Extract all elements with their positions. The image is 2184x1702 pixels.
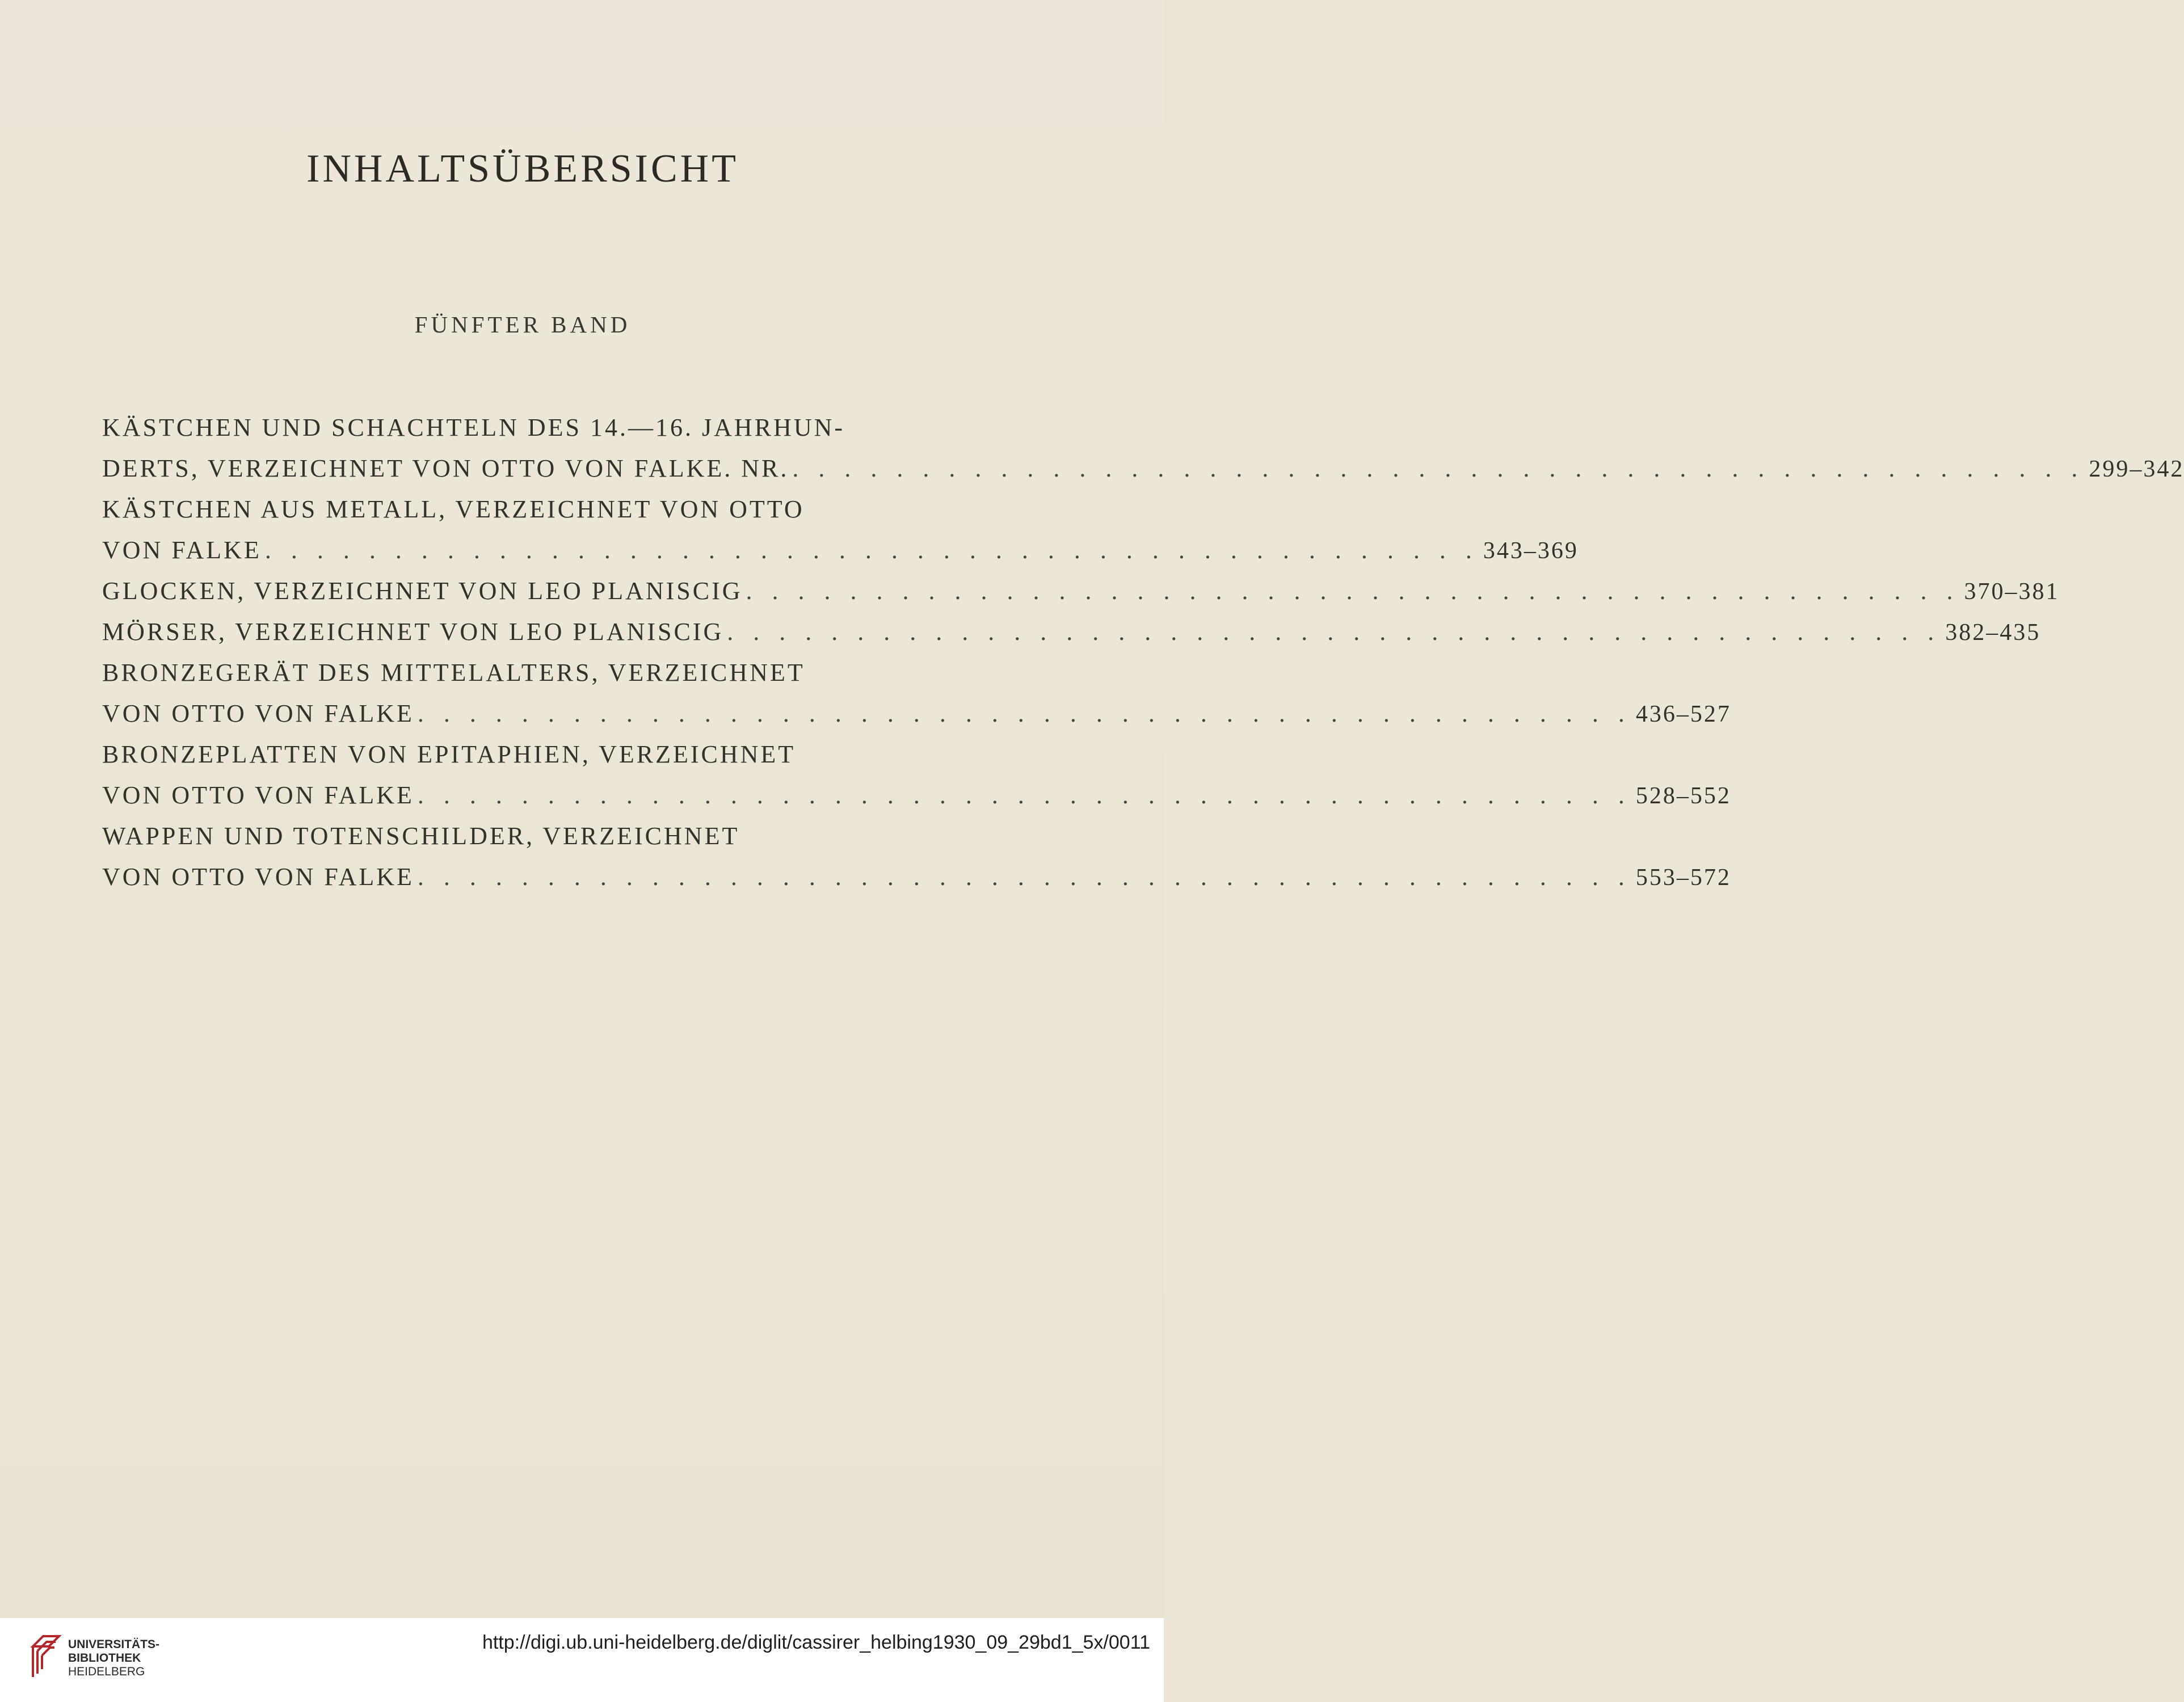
library-name-line: BIBLIOTHEK xyxy=(68,1652,141,1665)
toc-line-text: VON OTTO VON FALKE xyxy=(102,700,414,727)
table-of-contents xyxy=(102,407,2184,898)
toc-line xyxy=(102,734,959,775)
dot-leader: . . . . . . . . . . . . . . . . . . . . . . . . . . . . . . . . . . . . . . . . . . . . . . . xyxy=(417,700,1631,727)
library-logo-icon xyxy=(30,1634,61,1679)
toc-line xyxy=(102,489,959,530)
toc-line xyxy=(102,693,1731,734)
toc-page-range: 370–381 xyxy=(1964,579,2060,605)
source-url[interactable]: http://digi.ub.uni-heidelberg.de/diglit/cassirer_helbing1930_09_29bd1_5x/0011 xyxy=(482,1632,1150,1653)
dot-leader: . . . . . . . . . . . . . . . . . . . . . . . . . . . . . . . . . . . . . . . . . . . . . . . xyxy=(417,863,1631,891)
toc-line xyxy=(102,652,959,693)
toc-line-text: DERTS, VERZEICHNET VON OTTO VON FALKE. NR. xyxy=(102,454,789,482)
toc-line xyxy=(102,816,959,857)
toc-page-range: 528–552 xyxy=(1635,783,1731,809)
toc-line-text: VON FALKE xyxy=(102,536,262,564)
dot-leader: . . . . . . . . . . . . . . . . . . . . . . . . . . . . . . . . . . . . . . . . . . . . . . . xyxy=(727,618,1941,646)
dot-leader: . . . . . . . . . . . . . . . . . . . . . . . . . . . . . . . . . . . . . . . . . . . . . . . xyxy=(417,781,1631,809)
toc-line-text: WAPPEN UND TOTENSCHILDER, VERZEICHNET xyxy=(102,822,740,850)
toc-line xyxy=(102,857,1731,898)
toc-line xyxy=(102,407,959,448)
toc-line xyxy=(102,612,2041,652)
toc-line-text: GLOCKEN, VERZEICHNET VON LEO PLANISCIG xyxy=(102,577,743,605)
library-name-line: UNIVERSITÄTS- xyxy=(68,1638,160,1651)
toc-page-range: 299–342 xyxy=(2089,456,2184,482)
toc-page-range: 553–572 xyxy=(1635,865,1731,891)
page-title: INHALTSÜBERSICHT xyxy=(306,147,739,191)
toc-line-text: KÄSTCHEN AUS METALL, VERZEICHNET VON OTTO xyxy=(102,495,805,523)
toc-page-range: 382–435 xyxy=(1945,620,2041,646)
toc-line-text: BRONZEGERÄT DES MITTELALTERS, VERZEICHNET xyxy=(102,659,805,686)
dot-leader: . . . . . . . . . . . . . . . . . . . . . . . . . . . . . . . . . . . . . . . . . . . . . . . . . . xyxy=(792,454,2085,482)
toc-line-text: MÖRSER, VERZEICHNET VON LEO PLANISCIG xyxy=(102,618,724,646)
dot-leader: . . . . . . . . . . . . . . . . . . . . . . . . . . . . . . . . . . . . . . . . . . . . . . . xyxy=(264,536,1479,564)
library-name xyxy=(68,1638,159,1679)
toc-page-range: 343–369 xyxy=(1483,538,1579,564)
toc-line-text: KÄSTCHEN UND SCHACHTELN DES 14.—16. JAHRHUN- xyxy=(102,414,845,441)
toc-line-text: VON OTTO VON FALKE xyxy=(102,781,414,809)
toc-line xyxy=(102,448,2184,489)
digitization-footer xyxy=(0,1618,1164,1702)
toc-page-range: 436–527 xyxy=(1635,701,1731,727)
toc-line xyxy=(102,571,2060,612)
volume-subtitle: FÜNFTER BAND xyxy=(414,311,631,338)
toc-line xyxy=(102,775,1731,816)
library-name-line: HEIDELBERG xyxy=(68,1665,145,1678)
toc-line xyxy=(102,530,1579,571)
dot-leader: . . . . . . . . . . . . . . . . . . . . . . . . . . . . . . . . . . . . . . . . . . . . . . . xyxy=(746,577,1960,605)
toc-line-text: VON OTTO VON FALKE xyxy=(102,863,414,891)
toc-line-text: BRONZEPLATTEN VON EPITAPHIEN, VERZEICHNET xyxy=(102,740,796,768)
